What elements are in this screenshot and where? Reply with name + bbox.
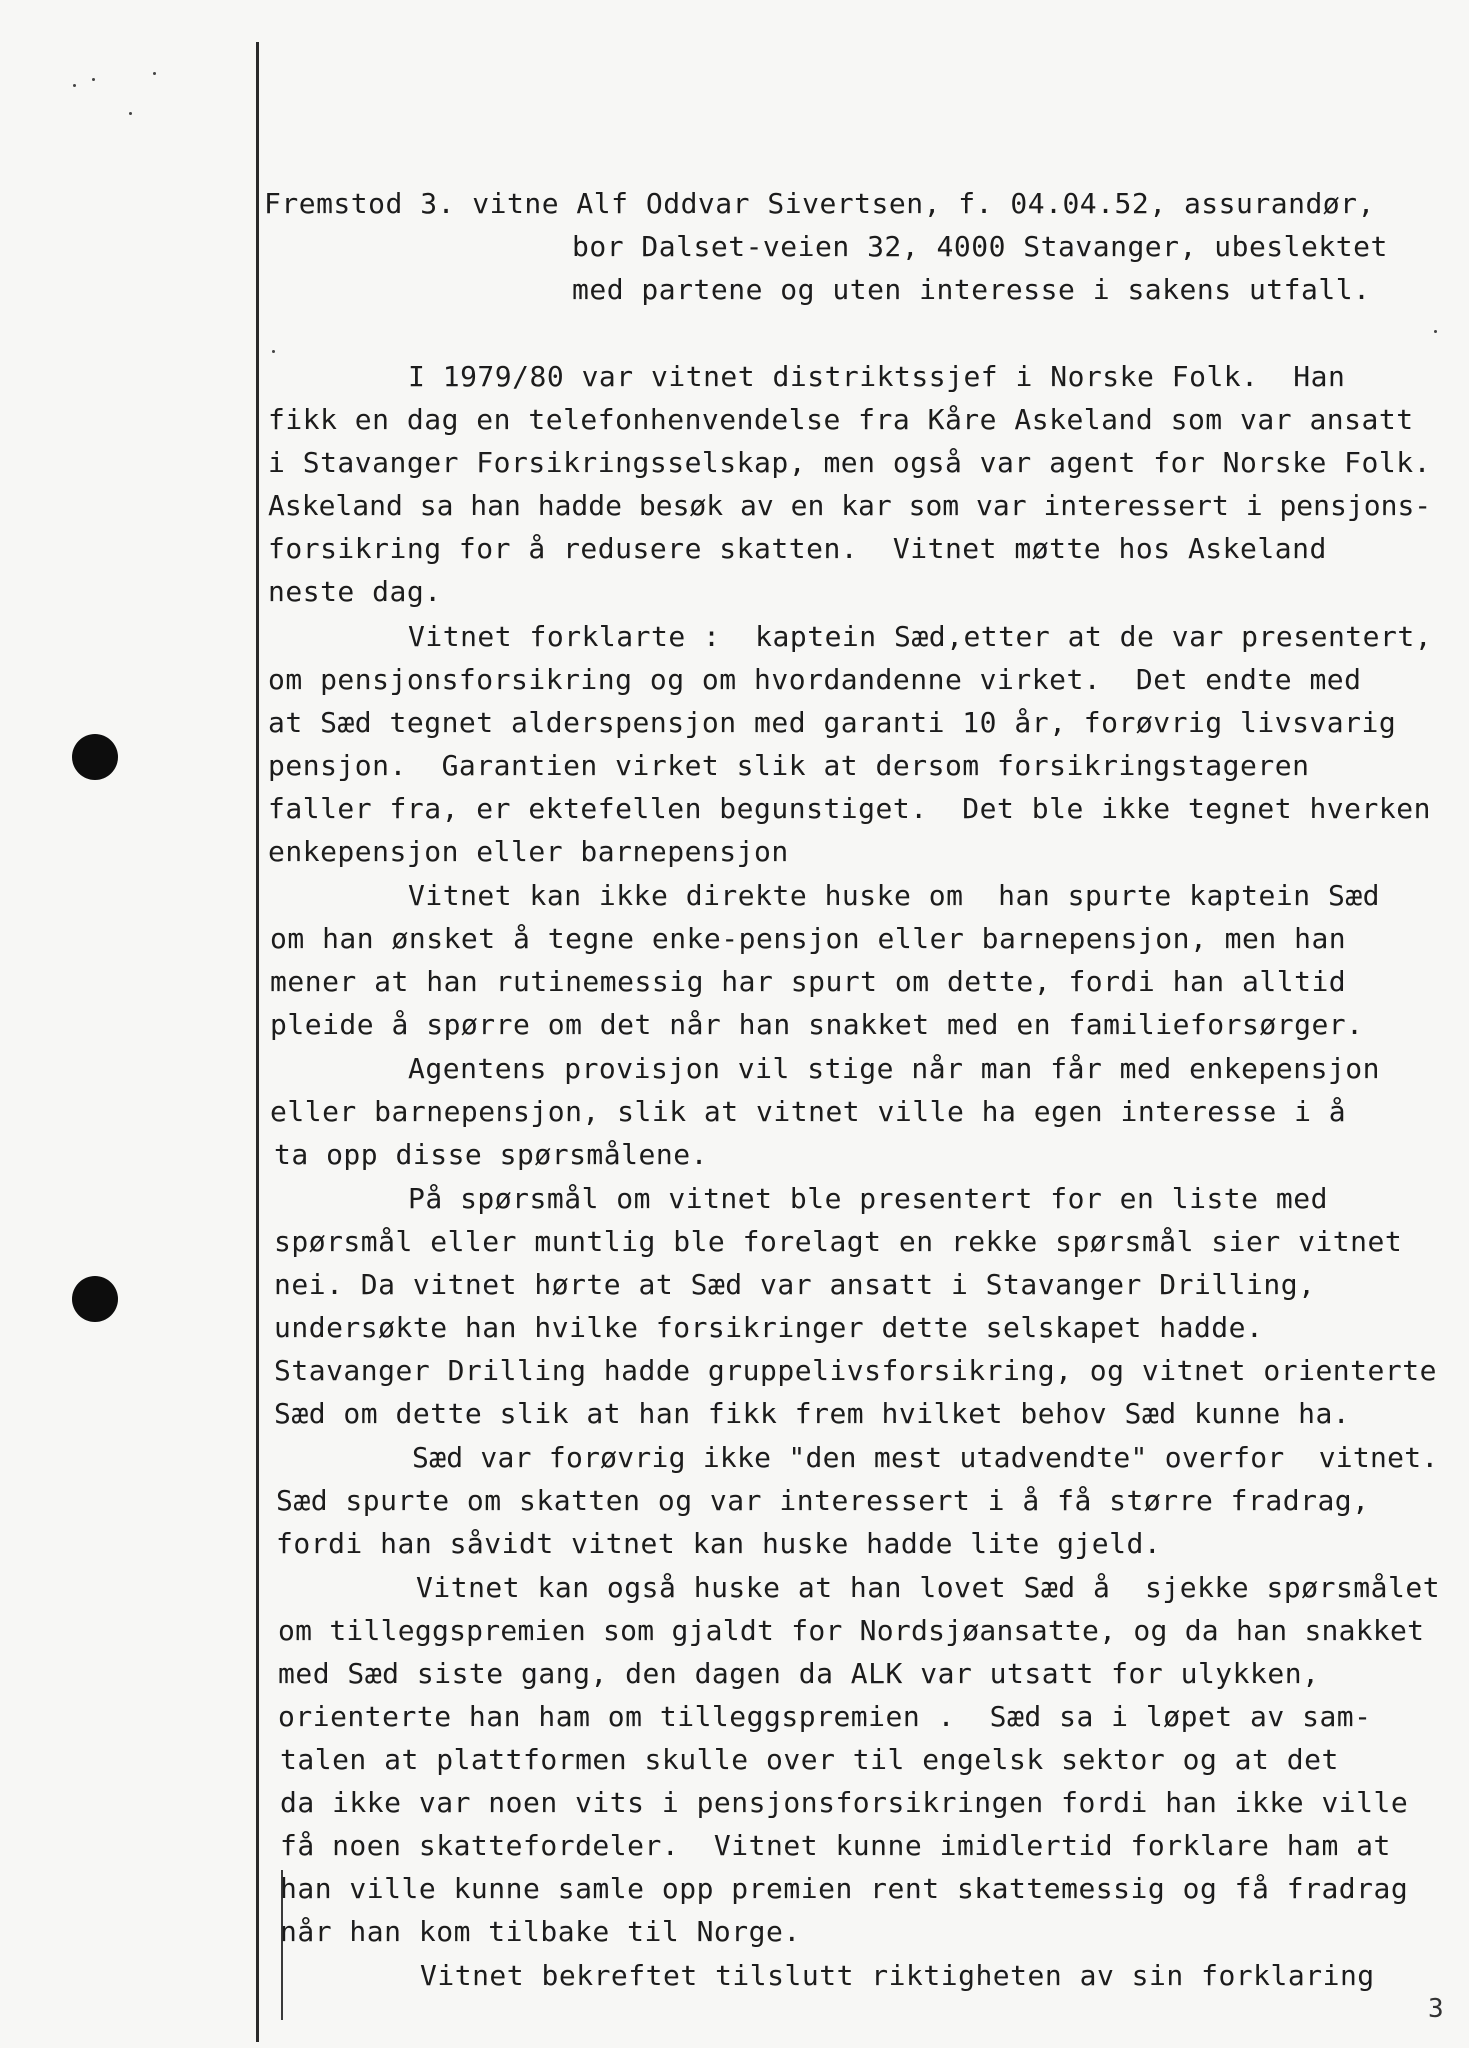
speck-mark xyxy=(92,78,95,81)
body-line: Agentens provisjon vil stige når man får med enkepensjon xyxy=(408,1052,1381,1085)
body-line: forsikring for å redusere skatten. Vitnet møtte hos Askeland xyxy=(268,532,1327,565)
body-line: faller fra, er ektefellen begunstiget. Det ble ikke tegnet hverken xyxy=(268,792,1431,825)
body-line: ta opp disse spørsmålene. xyxy=(274,1138,708,1171)
body-line: Vitnet kan ikke direkte huske om han spurte kaptein Sæd xyxy=(408,879,1381,912)
speck-mark xyxy=(153,72,156,75)
body-line: med Sæd siste gang, den dagen da ALK var utsatt for ulykken, xyxy=(278,1657,1320,1690)
body-line: om tilleggspremien som gjaldt for Nordsjøansatte, og da han snakket xyxy=(278,1614,1425,1647)
body-line: han ville kunne samle opp premien rent skattemessig og få fradrag xyxy=(280,1872,1409,1905)
header-line: med partene og uten interesse i sakens utfall. xyxy=(572,273,1371,306)
body-line: Vitnet kan også huske at han lovet Sæd å sjekke spørsmålet xyxy=(416,1571,1441,1604)
body-line: Sæd om dette slik at han fikk frem hvilket behov Sæd kunne ha. xyxy=(274,1397,1351,1430)
page-number: 3 xyxy=(1428,1994,1444,2024)
body-line: Vitnet forklarte : kaptein Sæd,etter at de var presentert, xyxy=(408,620,1433,653)
body-line: På spørsmål om vitnet ble presentert for en liste med xyxy=(408,1182,1328,1215)
body-line: talen at plattformen skulle over til engelsk sektor og at det xyxy=(280,1743,1339,1776)
body-line: fordi han såvidt vitnet kan huske hadde lite gjeld. xyxy=(276,1527,1162,1560)
body-line: pleide å spørre om det når han snakket med en familieforsørger. xyxy=(270,1008,1364,1041)
body-line: at Sæd tegnet alderspensjon med garanti 10 år, forøvrig livsvarig xyxy=(268,706,1397,739)
body-line: orienterte han ham om tilleggspremien . Sæd sa i løpet av sam- xyxy=(278,1700,1372,1733)
body-line: når han kom tilbake til Norge. xyxy=(280,1915,801,1948)
body-line: om pensjonsforsikring og om hvordandenne virket. Det endte med xyxy=(268,663,1362,696)
body-line: mener at han rutinemessig har spurt om dette, fordi han alltid xyxy=(270,965,1347,998)
body-line: Sæd spurte om skatten og var interessert i å få større fradrag, xyxy=(276,1484,1370,1517)
header-line: Fremstod 3. vitne Alf Oddvar Sivertsen, f. 04.04.52, assurandør, xyxy=(264,187,1375,220)
body-line: pensjon. Garantien virket slik at dersom forsikringstageren xyxy=(268,749,1310,782)
punch-hole-icon xyxy=(72,1276,118,1322)
body-line: I 1979/80 var vitnet distriktssjef i Norske Folk. Han xyxy=(408,360,1346,393)
speck-mark xyxy=(73,84,76,87)
body-line: få noen skattefordeler. Vitnet kunne imidlertid forklare ham at xyxy=(280,1829,1391,1862)
punch-hole-icon xyxy=(72,734,118,780)
body-line: da ikke var noen vits i pensjonsforsikringen fordi han ikke ville xyxy=(280,1786,1409,1819)
margin-rule-left xyxy=(256,42,259,2042)
body-line: spørsmål eller muntlig ble forelagt en rekke spørsmål sier vitnet xyxy=(274,1225,1403,1258)
body-line: neste dag. xyxy=(268,575,442,608)
body-line: Stavanger Drilling hadde gruppelivsforsikring, og vitnet orienterte xyxy=(274,1354,1437,1387)
body-line: undersøkte han hvilke forsikringer dette selskapet hadde. xyxy=(274,1311,1264,1344)
header-line: bor Dalset-veien 32, 4000 Stavanger, ubeslektet xyxy=(572,230,1388,263)
body-line: nei. Da vitnet hørte at Sæd var ansatt i Stavanger Drilling, xyxy=(274,1268,1316,1301)
body-line: i Stavanger Forsikringsselskap, men også var agent for Norske Folk. xyxy=(268,446,1431,479)
body-line: eller barnepensjon, slik at vitnet ville ha egen interesse i å xyxy=(270,1095,1347,1128)
speck-mark xyxy=(129,112,132,115)
body-line: fikk en dag en telefonhenvendelse fra Kåre Askeland som var ansatt xyxy=(268,403,1414,436)
body-line: om han ønsket å tegne enke-pensjon eller barnepensjon, men han xyxy=(270,922,1347,955)
speck-mark xyxy=(272,350,275,353)
body-line: Sæd var forøvrig ikke "den mest utadvendte" overfor vitnet. xyxy=(412,1441,1439,1474)
body-line: Vitnet bekreftet tilslutt riktigheten av sin forklaring xyxy=(420,1959,1375,1992)
speck-mark xyxy=(1434,330,1437,333)
body-line: enkepensjon eller barnepensjon xyxy=(268,835,789,868)
body-line: Askeland sa han hadde besøk av en kar som var interessert i pensjons- xyxy=(268,489,1432,522)
